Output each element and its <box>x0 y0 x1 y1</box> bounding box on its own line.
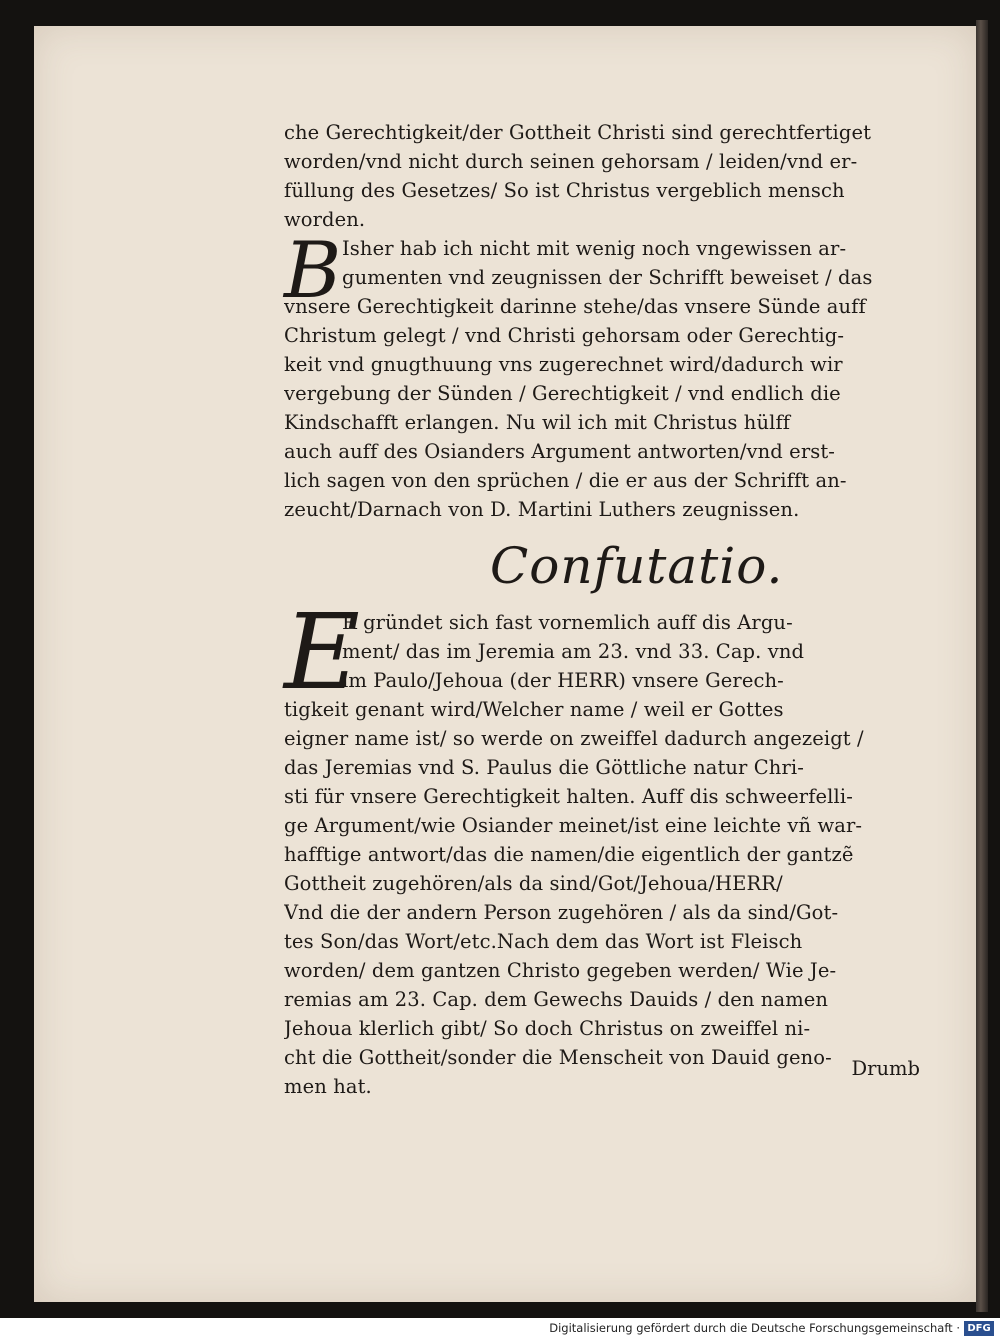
funding-credit: Digitalisierung gefördert durch die Deutsche Forschungsgemeinschaft · <box>549 1321 960 1335</box>
footer-bar <box>0 1318 1000 1340</box>
text-line: tes Son/das Wort/etc.Nach dem das Wort ist Fleisch <box>284 930 803 953</box>
text-line: ge Argument/wie Osiander meinet/ist eine leichte vñ war- <box>284 814 863 837</box>
text-line: zeucht/Darnach von D. Martini Luthers zeugnissen. <box>284 498 800 521</box>
text-line: Jehoua klerlich gibt/ So doch Christus on zweiffel ni- <box>284 1017 811 1040</box>
text-line: vnsere Gerechtigkeit darinne stehe/das vnsere Sünde auff <box>284 295 866 318</box>
text-line: sti für vnsere Gerechtigkeit halten. Auff dis schweerfelli- <box>284 785 853 808</box>
text-line: auch auff des Osianders Argument antworten/vnd erst- <box>284 440 835 463</box>
text-line: Christum gelegt / vnd Christi gehorsam oder Gerechtig- <box>284 324 845 347</box>
text-line: Isher hab ich nicht mit wenig noch vngewissen ar- <box>342 237 847 260</box>
text-line: Vnd die der andern Person zugehören / als da sind/Got- <box>284 901 839 924</box>
text-line: keit vnd gnugthuung vns zugerechnet wird/dadurch wir <box>284 353 843 376</box>
text-line: gumenten vnd zeugnissen der Schrifft beweiset / das <box>342 266 873 289</box>
text-line: füllung des Gesetzes/ So ist Christus vergeblich mensch <box>284 179 845 202</box>
dfg-logo-icon: DFG <box>964 1321 994 1336</box>
text-line: che Gerechtigkeit/der Gottheit Christi sind gerechtfertiget <box>284 121 872 144</box>
drop-cap-b: B <box>284 226 342 316</box>
text-line: tigkeit genant wird/Welcher name / weil er Gottes <box>284 698 784 721</box>
text-line: das Jeremias vnd S. Paulus die Göttliche natur Chri- <box>284 756 804 779</box>
page-edge <box>976 20 988 1312</box>
text-line: eigner name ist/ so werde on zweiffel dadurch angezeigt / <box>284 727 864 750</box>
text-line: men hat. <box>284 1075 372 1098</box>
text-line: Gottheit zugehören/als da sind/Got/Jehoua/HERR/ <box>284 872 783 895</box>
text-line: vergebung der Sünden / Gerechtigkeit / vnd endlich die <box>284 382 841 405</box>
text-line: im Paulo/Jehoua (der HERR) vnsere Gerech- <box>342 669 784 692</box>
top-text-block <box>284 118 924 524</box>
text-line: ment/ das im Jeremia am 23. vnd 33. Cap. vnd <box>342 640 805 663</box>
section-heading: Confutatio. <box>490 537 784 595</box>
text-line: R gründet sich fast vornemlich auff dis Argu- <box>342 611 793 634</box>
text-line: worden. <box>284 208 366 231</box>
text-line: lich sagen von den sprüchen / die er aus der Schrifft an- <box>284 469 847 492</box>
text-line: Kindschafft erlangen. Nu wil ich mit Christus hülff <box>284 411 791 434</box>
text-line: cht die Gottheit/sonder die Menscheit von Dauid geno- <box>284 1046 832 1069</box>
catchword: Drumb <box>851 1057 920 1080</box>
text-line: worden/vnd nicht durch seinen gehorsam / leiden/vnd er- <box>284 150 858 173</box>
text-line: hafftige antwort/das die namen/die eigentlich der gantzẽ <box>284 843 854 866</box>
bottom-text-block <box>284 608 924 1101</box>
text-line: worden/ dem gantzen Christo gegeben werden/ Wie Je- <box>284 959 837 982</box>
text-line: remias am 23. Cap. dem Gewechs Dauids / den namen <box>284 988 829 1011</box>
drop-cap-e: E <box>284 591 360 713</box>
